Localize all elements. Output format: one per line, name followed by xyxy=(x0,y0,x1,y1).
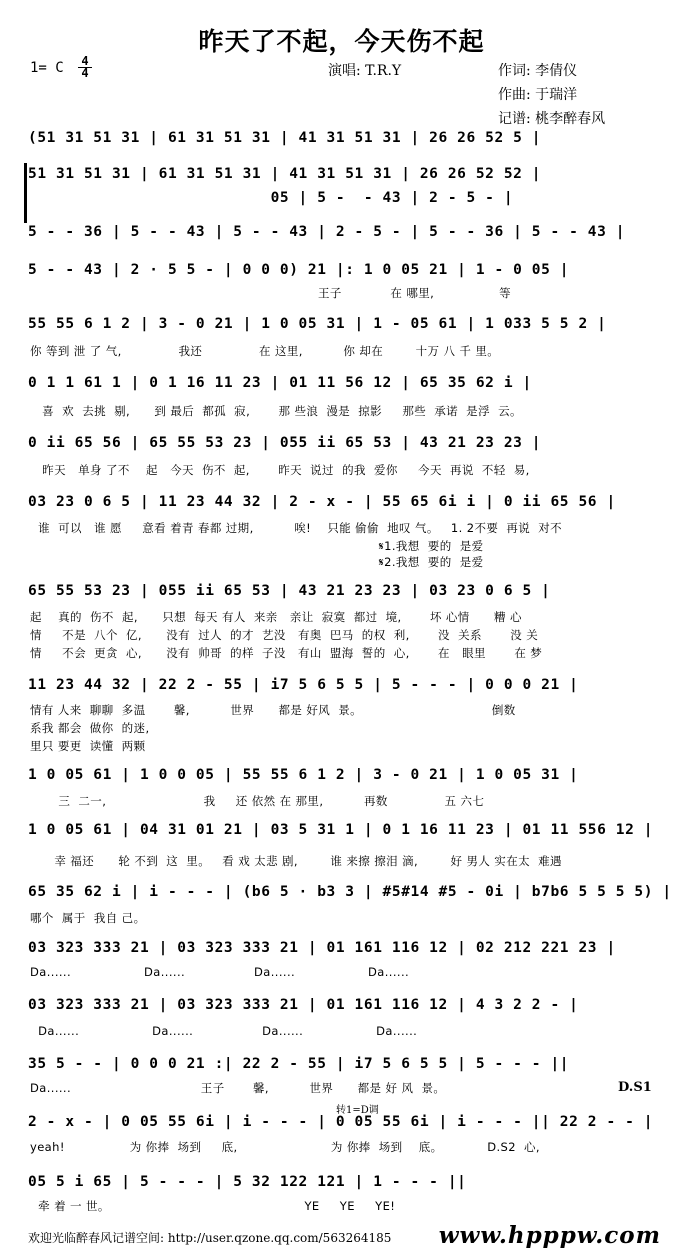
notation-row: 55 55 6 1 2 | 3 - 0 21 | 1 0 05 31 | 1 - 05 61 | 1 033 5 5 2 | xyxy=(28,316,607,332)
lyric-line: 喜 欢 去挑 剔, 到 最后 都孤 寂, 那 些浪 漫是 掠影 那些 承诺 是浮 云。 xyxy=(30,404,522,418)
lyric-line: 里只 要更 读懂 两颗 xyxy=(30,739,146,753)
lyric-line: 哪个 属于 我自 己。 xyxy=(30,911,146,925)
notation-row: 5 - - 36 | 5 - - 43 | 5 - - 43 | 2 - 5 - | 5 - - 36 | 5 - - 43 | xyxy=(28,224,626,240)
lyric-line: 𝄋1.我想 要的 是爱 xyxy=(30,539,484,553)
lyric-line: 系我 都会 做你 的迷, xyxy=(30,721,150,735)
notation-row: 11 23 44 32 | 22 2 - 55 | i7 5 6 5 5 | 5 - - - | 0 0 0 21 | xyxy=(28,677,579,693)
page-title: 昨天了不起，今天伤不起 xyxy=(198,27,485,56)
notation-row: 51 31 51 31 | 61 31 51 31 | 41 31 51 31 | 26 26 52 52 | xyxy=(28,166,542,182)
lyric-line: 情 不是 八个 亿, 没有 过人 的才 艺没 有奥 巴马 的权 利, 没 关系 没 关 xyxy=(30,628,539,642)
notation-row: 65 35 62 i | i - - - | (b6 5 · b3 3 | #5#14 #5 - 0i | b7b6 5 5 5 5) | xyxy=(28,884,672,900)
notation-row: 03 323 333 21 | 03 323 333 21 | 01 161 116 12 | 02 212 221 23 | xyxy=(28,940,616,956)
notation-row: 1 0 05 61 | 1 0 0 05 | 55 55 6 1 2 | 3 - 0 21 | 1 0 05 31 | xyxy=(28,767,579,783)
lyricist-credit: 作词: 李倩仪 xyxy=(498,63,578,79)
lyric-line: 谁 可以 谁 愿 意看 着青 春都 过期, 唉! 只能 偷偷 地叹 气。 1. 2不要 再说 对不 xyxy=(30,521,563,535)
notation-row: 0 1 1 61 1 | 0 1 16 11 23 | 01 11 56 12 | 65 35 62 i | xyxy=(28,375,532,391)
notation-row: 65 55 53 23 | 055 ii 65 53 | 43 21 23 23 | 03 23 0 6 5 | xyxy=(28,583,551,599)
lyric-line: 你 等到 泄 了 气, 我还 在 这里, 你 却在 十万 八 千 里。 xyxy=(30,344,500,358)
lyric-line: 牵 着 一 世。 YE YE YE! xyxy=(30,1199,396,1213)
lyric-line: Da...... Da...... Da...... Da...... xyxy=(30,965,410,979)
lyric-line: 𝄋2.我想 要的 是爱 xyxy=(30,555,484,569)
notation-row: (51 31 51 31 | 61 31 51 31 | 41 31 51 31 | 26 26 52 5 | xyxy=(28,130,542,146)
notation-row: 1 0 05 61 | 04 31 01 21 | 03 5 31 1 | 0 1 16 11 23 | 01 11 556 12 | xyxy=(28,822,654,838)
transcriber-credit: 记谱: 桃李醉春风 xyxy=(498,111,606,127)
notation-row: 03 23 0 6 5 | 11 23 44 32 | 2 - x - | 55 65 6i i | 0 ii 65 56 | xyxy=(28,494,616,510)
footer-credit: 欢迎光临醉春风记谱空间: http://user.qzone.qq.com/563264185 xyxy=(28,1231,392,1245)
composer-credit: 作曲: 于瑞洋 xyxy=(498,87,578,103)
site-logo: www.hpppw.com xyxy=(438,1222,661,1249)
time-signature xyxy=(78,56,92,79)
time-signature-bottom: 4 xyxy=(78,67,92,79)
lyric-line: 起 真的 伤不 起, 只想 每天 有人 来亲 亲让 寂寞 都过 境, 坏 心情 糟 心 xyxy=(30,610,522,624)
notation-row: 0 ii 65 56 | 65 55 53 23 | 055 ii 65 53 | 43 21 23 23 | xyxy=(28,435,542,451)
notation-row: 05 5 i 65 | 5 - - - | 5 32 122 121 | 1 - - - || xyxy=(28,1174,467,1190)
lyric-line: 情 不会 更贪 心, 没有 帅哥 的样 子没 有山 盟海 誓的 心, 在 眼里 在 梦 xyxy=(30,646,543,660)
notation-row: 05 | 5 - - 43 | 2 - 5 - | xyxy=(28,190,514,206)
ds1-marker: D.S1 xyxy=(618,1080,652,1095)
time-signature-top: 4 xyxy=(81,54,89,68)
lyric-line: 昨天 单身 了不 起 今天 伤不 起, 昨天 说过 的我 爱你 今天 再说 不轻 易, xyxy=(30,463,530,477)
lyric-line: yeah! 为 你捧 场到 底, 为 你捧 场到 底。 D.S2 心, xyxy=(30,1140,540,1154)
key-signature: 1= C xyxy=(30,60,64,76)
lyric-line: 幸 福还 轮 不到 这 里。 看 戏 太悲 剧, 谁 来擦 擦泪 滴, 好 男人 实在太 难遇 xyxy=(30,854,562,868)
lyric-line: Da...... 王子 馨, 世界 都是 好 风 景。 xyxy=(30,1081,446,1095)
lyric-line: 王子 在 哪里, 等 xyxy=(30,286,512,300)
lyric-line: 三 二一, 我 还 依然 在 那里, 再数 五 六七 xyxy=(30,794,485,808)
notation-row: 35 5 - - | 0 0 0 21 :| 22 2 - 55 | i7 5 6 5 5 | 5 - - - || xyxy=(28,1056,570,1072)
notation-row: 2 - x - | 0 05 55 6i | i - - - | 0 05 55 6i | i - - - || 22 2 - - | xyxy=(28,1114,654,1130)
lyric-line: Da...... Da...... Da...... Da...... xyxy=(30,1024,418,1038)
notation-row: 5 - - 43 | 2 · 5 5 - | 0 0 0) 21 |: 1 0 05 21 | 1 - 0 05 | xyxy=(28,262,570,278)
singer-credit: 演唱: T.R.Y xyxy=(328,63,402,79)
notation-row: 03 323 333 21 | 03 323 333 21 | 01 161 116 12 | 4 3 2 2 - | xyxy=(28,997,579,1013)
lyric-line: 情有 人来 聊聊 多温 馨, 世界 都是 好风 景。 倒数 xyxy=(30,703,516,717)
key-change-marker: 转1=D调 xyxy=(336,1105,379,1116)
